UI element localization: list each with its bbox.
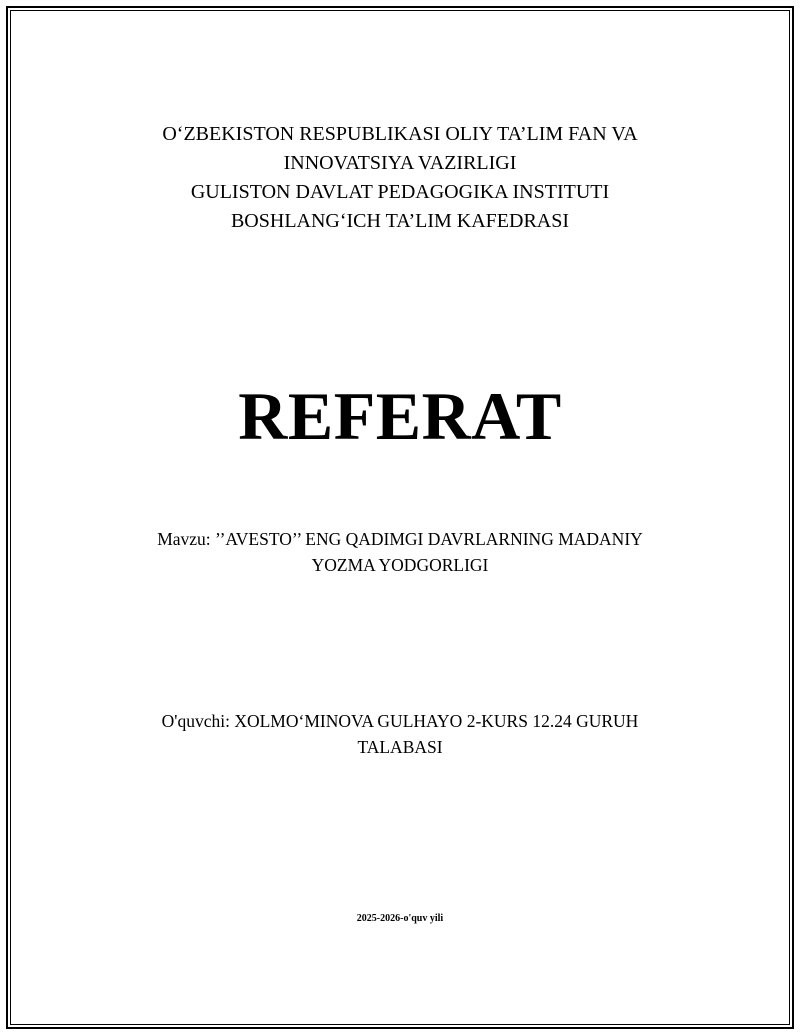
topic-line-2: YOZMA YODGORLIGI [311,555,489,575]
student-line-2: TALABASI [357,737,443,757]
academic-year: 2025-2026-o'quv yili [356,913,444,924]
document-title: REFERAT [238,378,562,454]
institution-header [60,120,740,236]
student-line-1: O'quvchi: XOLMO‘MINOVA GULHAYO 2-KURS 12.24 GURUH [161,711,639,731]
student-block [60,708,740,760]
header-line-4: BOSHLANG‘ICH TA’LIM KAFEDRASI [230,210,570,232]
header-line-2: INNOVATSIYA VAZIRLIGI [283,152,517,174]
topic-line-1: Mavzu: ’’AVESTO’’ ENG QADIMGI DAVRLARNING MADANIY [157,529,643,549]
header-line-3: GULISTON DAVLAT PEDAGOGIKA INSTITUTI [190,181,610,203]
topic-block [60,526,740,578]
header-line-1: O‘ZBEKISTON RESPUBLIKASI OLIY TA’LIM FAN VA [162,123,638,145]
